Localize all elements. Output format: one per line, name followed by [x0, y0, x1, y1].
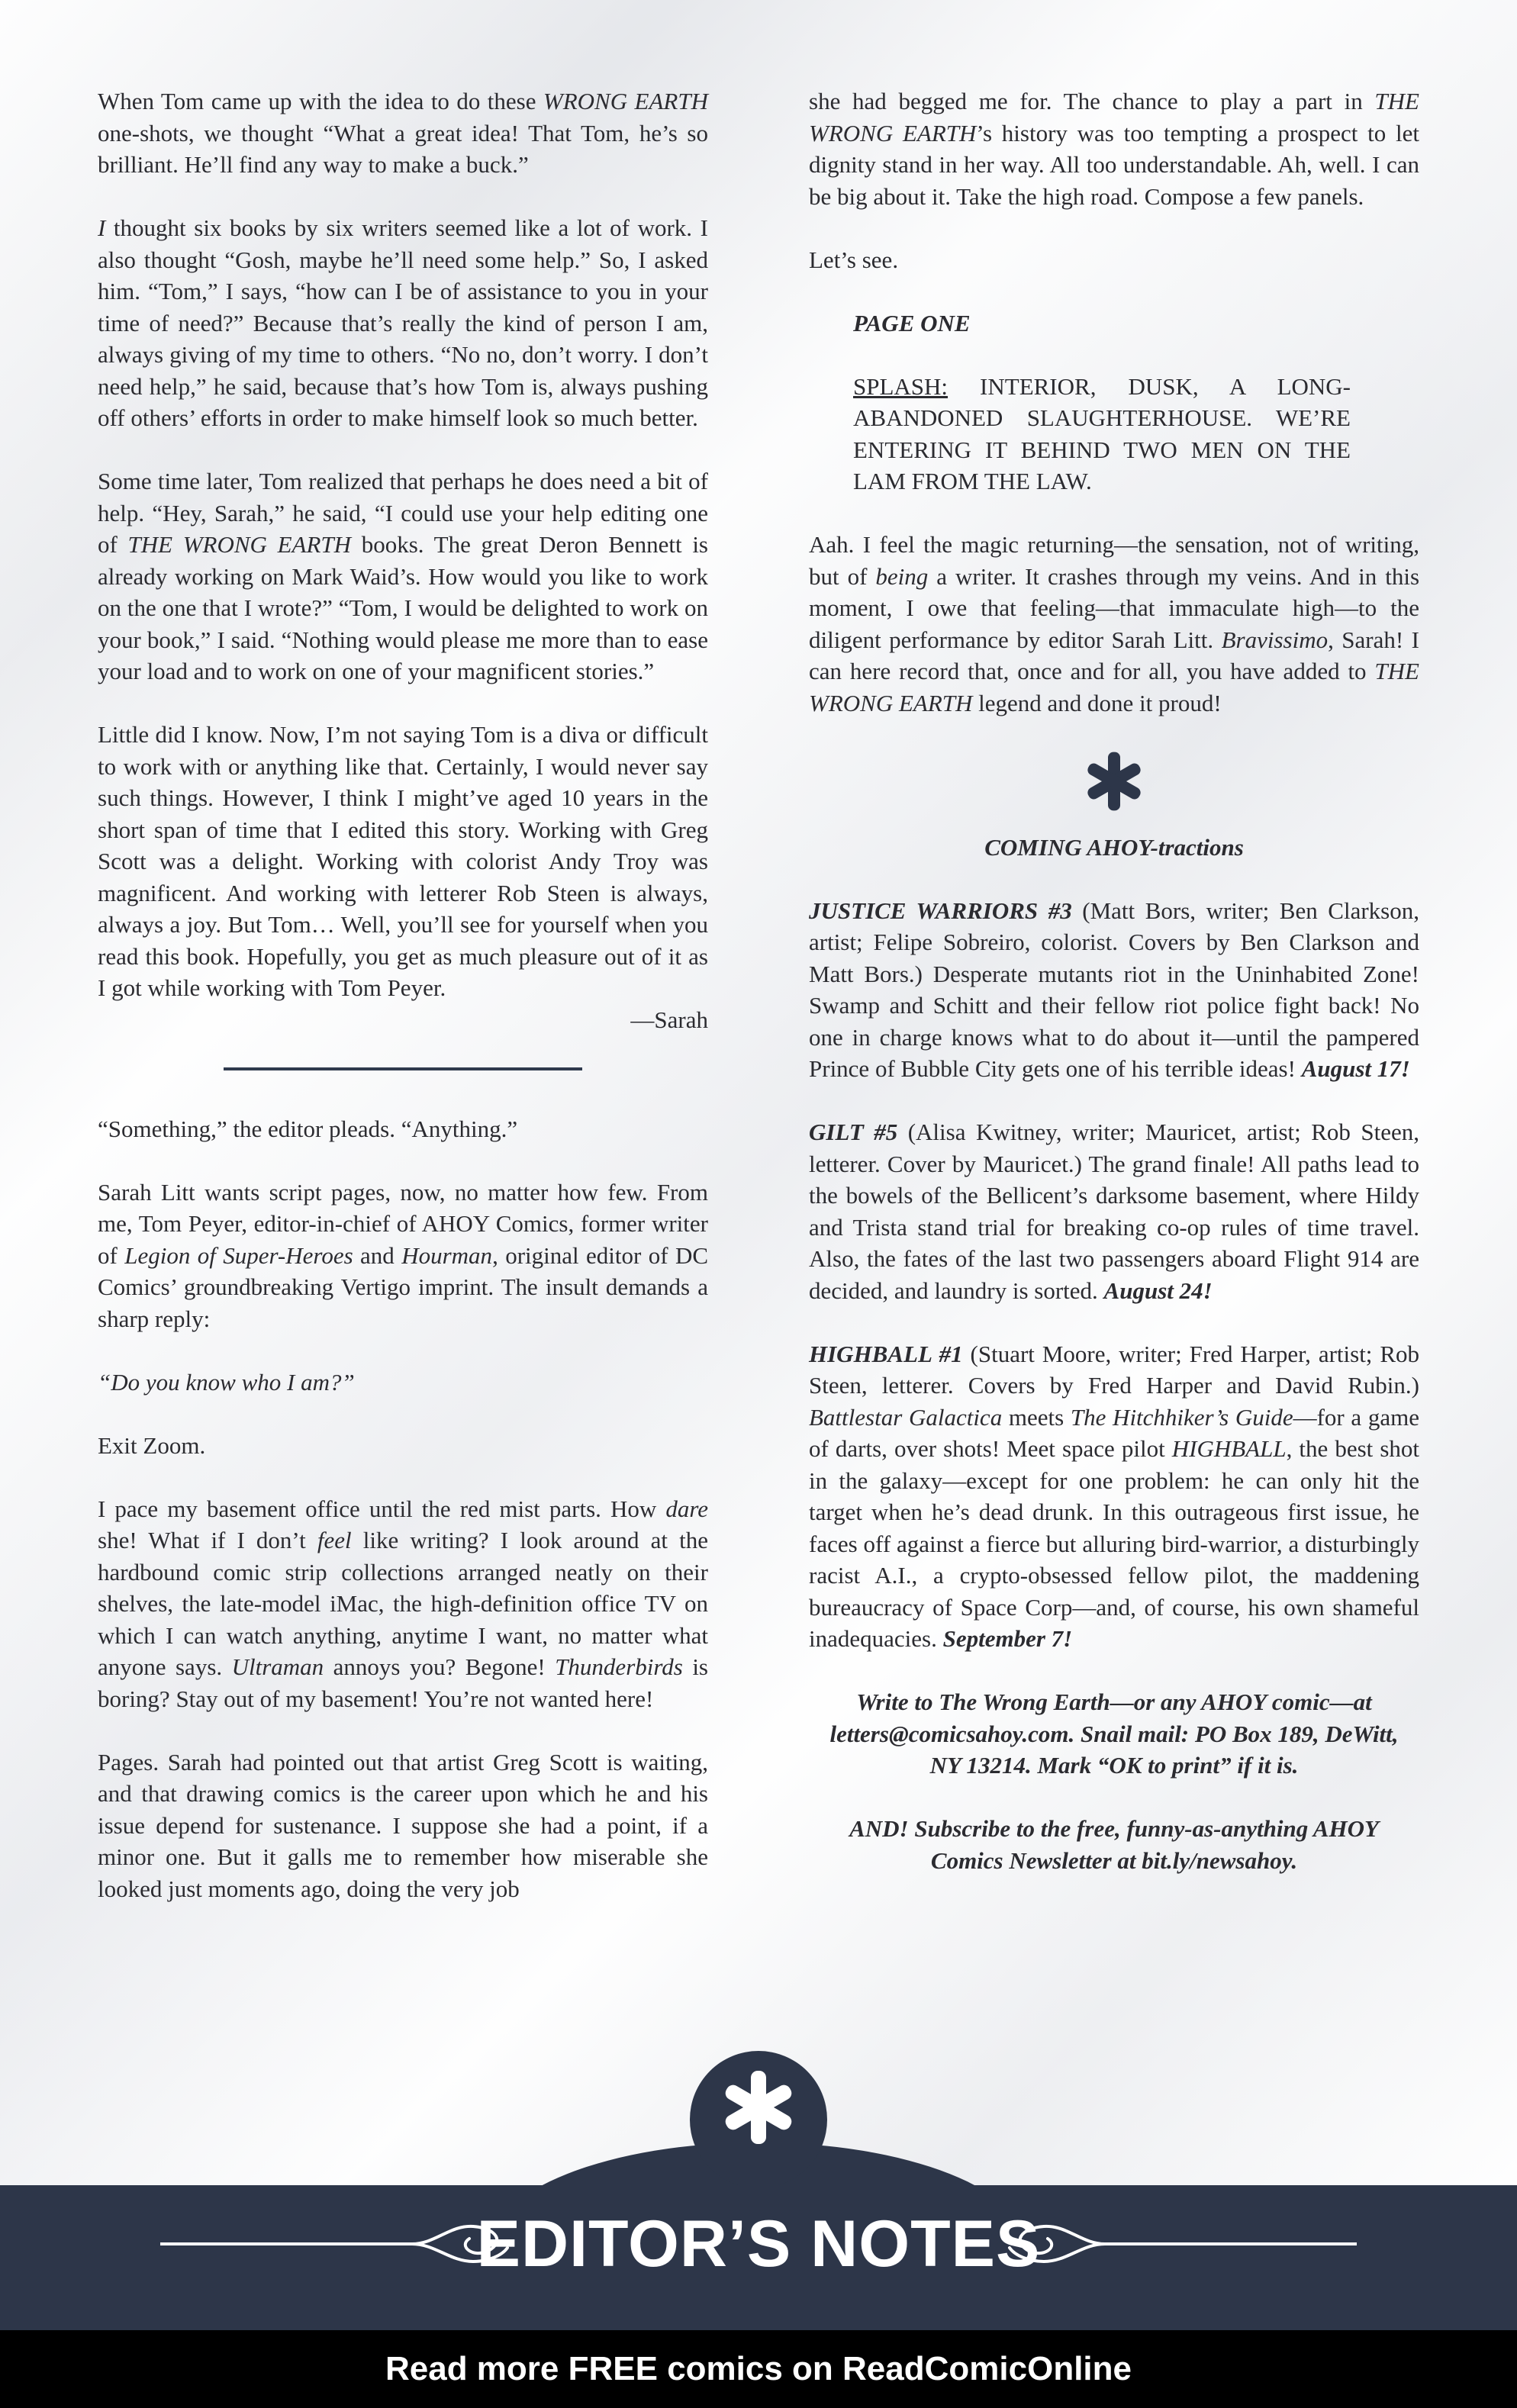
paragraph: Little did I know. Now, I’m not saying Tom is a diva or difficult to work with or anything like that. Certainly, I would never say such things. However, I think I might’ve aged 10 years in the short span of time that I edited this story. Working with Greg Scott was a delight. Working with colorist Andy Troy was magnificent. And working with letterer Rob Steen is always, always a joy. But Tom… Well, you’ll see for yourself when you read this book. Hopefully, you get as much pleasure out of it as I got while working with Tom Peyer. — [98, 721, 708, 1001]
right-column — [809, 85, 1419, 1908]
script-heading: PAGE ONE — [853, 309, 971, 336]
listing-gilt: GILT #5 (Alisa Kwitney, writer; Mauricet, artist; Rob Steen, letterer. Cover by Mauricet.) The grand finale! All paths lead to the bowels of the Bellicent’s darksome basement, where Hildy and Trista stand trial for breaking co-op rules of time travel. Also, the fates of the last two passengers aboard Flight 914 are decided, and laundry is sorted. August 24! — [809, 1119, 1419, 1304]
subscribe-note: AND! Subscribe to the free, funny-as-anything AHOY Comics Newsletter at bit.ly/newsahoy. — [849, 1815, 1379, 1874]
paragraph: I pace my basement office until the red mist parts. How dare she! What if I don’t feel like writing? I look around at the hardbound comic strip collections arranged neatly on their shelves, the late-model iMac, the high-definition office TV on which I can watch anything, anytime I want, no matter what anyone says. Ultraman annoys you? Begone! Thunderbirds is boring? Stay out of my basement! You’re not wanted here! — [98, 1495, 709, 1712]
paragraph: Let’s see. — [809, 246, 899, 273]
paragraph: Sarah Litt wants script pages, now, no matter how few. From me, Tom Peyer, editor-in-chief of AHOY Comics, former writer of Legion of Super-Heroes and Hourman, original editor of DC Comics’ groundbreaking Vertigo imprint. The insult demands a sharp reply: — [98, 1178, 709, 1332]
paragraph: “Do you know who I am?” — [98, 1368, 355, 1396]
paragraph: Exit Zoom. — [98, 1431, 206, 1459]
paragraph: Aah. I feel the magic returning—the sensation, not of writing, but of being a writer. It crashes through my veins. And in this moment, I owe that feeling—that immaculate high—to the diligent performance by editor Sarah Litt. Bravissimo, Sarah! I can here record that, once and for all, you have added to THE WRONG EARTH legend and done it proud! — [809, 531, 1420, 716]
banner-title: EDITOR’S NOTES — [476, 2207, 1041, 2281]
listing-highball: HIGHBALL #1 (Stuart Moore, writer; Fred Harper, artist; Rob Steen, letterer. Covers by Fred Harper and David Rubin.) Battlestar Galactica meets The Hitchhiker’s Guide—for a game of darts, over shots! Meet space pilot HIGHBALL, the best shot in the galaxy—except for one problem: he can only hit the target when he’s dead drunk. In this outrageous first issue, he faces off against a fierce but alluring bird-warrior, a disturbingly racist A.I., a crypto-obsessed fellow pilot, the maddening bureaucracy of Space Corp—and, of course, his own shameful inadequacies. September 7! — [809, 1340, 1419, 1652]
write-to-letters: Write to The Wrong Earth—or any AHOY comic—at letters@comicsahoy.com. Snail mail: PO Box 189, DeWitt, NY 13214. Mark “OK to print” if it is. — [829, 1688, 1399, 1779]
listing-justice-warriors: JUSTICE WARRIORS #3 (Matt Bors, writer; Ben Clarkson, artist; Felipe Sobreiro, colorist. Covers by Ben Clarkson and Matt Bors.) Desperate mutants riot in the Uninhabited Zone! Swamp and Schitt and their fellow riot police fight back! No one in charge knows what to do about it—until the pampered Prince of Bubble City gets one of his terrible ideas! August 17! — [809, 897, 1419, 1082]
paragraph: Pages. Sarah had pointed out that artist Greg Scott is waiting, and that drawing comics is the career upon which he and his issue depend for sustenance. I suppose she had a point, if a minor one. But it galls me to remember how miserable she looked just moments ago, doing the very job — [98, 1748, 708, 1902]
paragraph: she had begged me for. The chance to play a part in THE WRONG EARTH’s history was too tempting a prospect to let dignity stand in her way. All too understandable. Ah, well. I can be big about it. Take the high road. Compose a few panels. — [809, 88, 1419, 210]
asterisk-divider-icon — [809, 751, 1419, 815]
paragraph: Some time later, Tom realized that perhaps he does need a bit of help. “Hey, Sarah,” he said, “I could use your help editing one of THE WRONG EARTH books. The great Deron Bennett is already working on Mark Waid’s. How would you like to work on the one that I wrote?” “Tom, I would be delighted to work on your book,” I said. “Nothing would please me more than to ease your load and to work on one of your magnificent stories.” — [98, 468, 708, 684]
ahoy-asterisk-icon — [720, 2069, 797, 2146]
paragraph: I thought six books by six writers seemed like a lot of work. I also thought “Gosh, maybe he’ll need some help.” So, I asked him. “Tom,” I says, “how can I be of assistance to you in your time of need?” Because that’s really the kind of person I am, always giving of my time to others. “No no, don’t worry. I don’t need help,” he said, because that’s how Tom is, always pushing off others’ efforts in order to make himself look so much better. — [98, 214, 708, 431]
section-divider — [224, 1067, 582, 1070]
footer-promo[interactable]: Read more FREE comics on ReadComicOnline — [0, 2330, 1517, 2408]
paragraph: When Tom came up with the idea to do these WRONG EARTH one-shots, we thought “What a great idea! That Tom, he’s so brilliant. He’ll find any way to make a buck.” — [98, 88, 708, 178]
coming-heading: COMING AHOY-tractions — [984, 833, 1244, 861]
left-column — [98, 85, 708, 1936]
paragraph: “Something,” the editor pleads. “Anything.” — [98, 1115, 518, 1142]
script-panel: SPLASH: INTERIOR, DUSK, A LONG-ABANDONED SLAUGHTERHOUSE. WE’RE ENTERING IT BEHIND TWO MEN ON THE LAM FROM THE LAW. — [853, 372, 1351, 494]
signature: —Sarah — [630, 1006, 708, 1033]
